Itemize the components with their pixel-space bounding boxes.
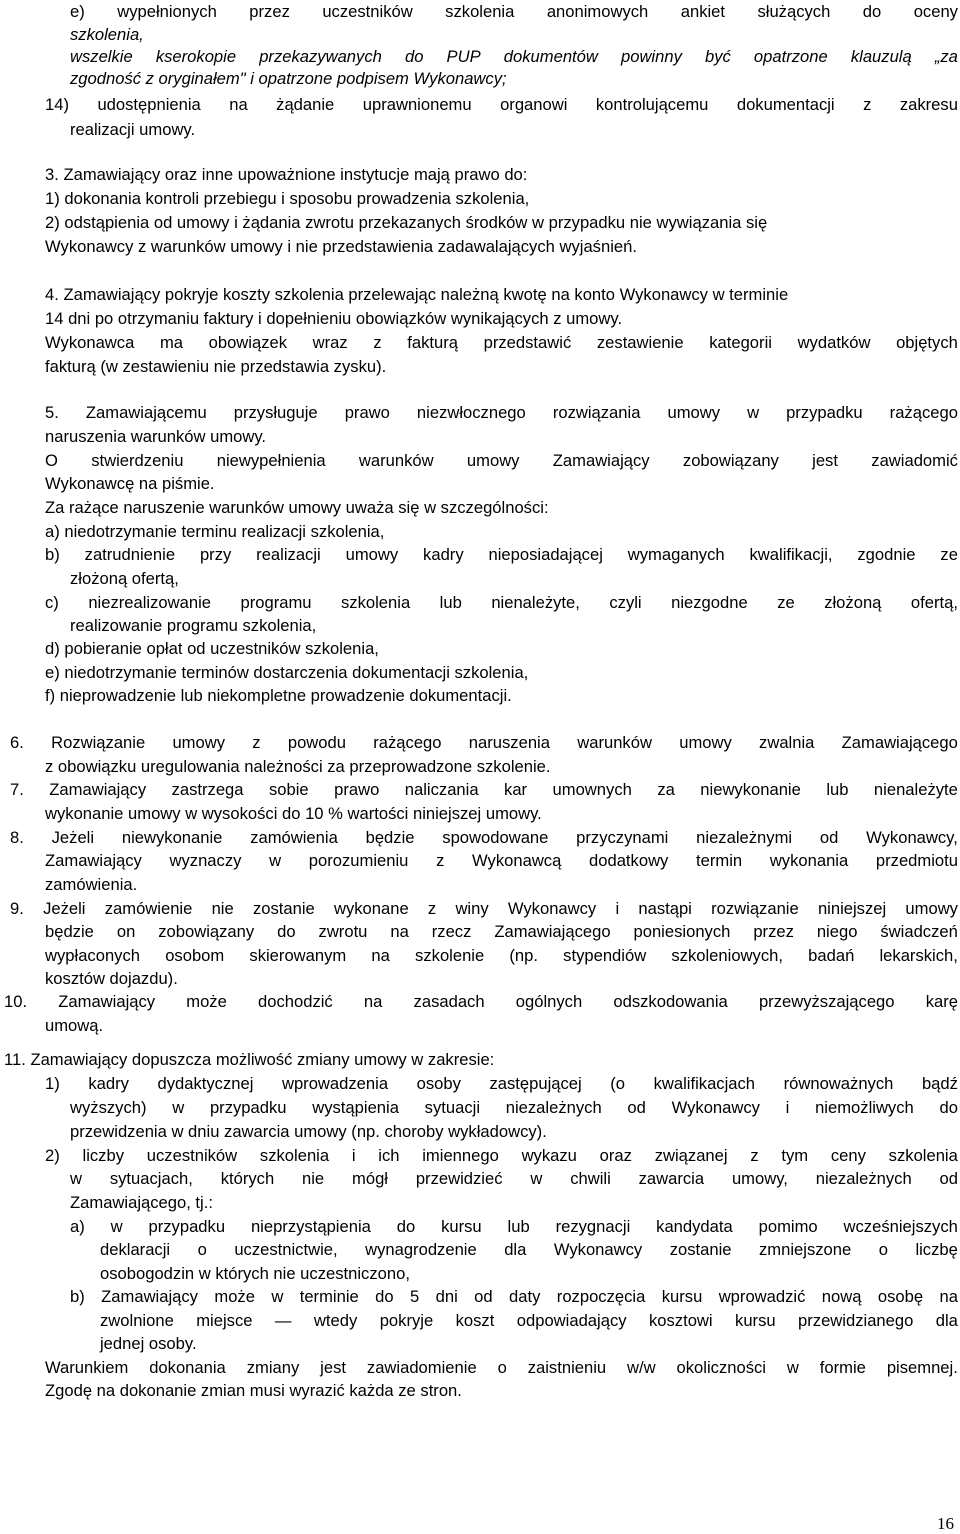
text-line-41: 11. Zamawiający dopuszcza możliwość zmiany umowy w zakresie: <box>4 1050 495 1069</box>
text-line-49: deklaracji o uczestnictwie, wynagrodzenie dla Wykonawcy zostanie zmniejszone o liczbę <box>100 1240 958 1259</box>
text-line-46: w sytuacjach, których nie mógł przewidzieć w chwili zawarcia umowy, niezależnych od <box>70 1169 958 1188</box>
text-line-25: d) pobieranie opłat od uczestników szkolenia, <box>45 639 379 658</box>
text-line-32: 8. Jeżeli niewykonanie zamówienia będzie spowodowane przyczynami niezależnymi od Wykonawcy, <box>10 828 958 847</box>
text-line-44: przewidzenia w dniu zawarcia umowy (np. choroby wykładowcy). <box>70 1122 547 1141</box>
text-line-13: Wykonawca ma obowiązek wraz z fakturą przedstawić zestawienie kategorii wydatków objętych <box>45 333 958 352</box>
text-line-11: 4. Zamawiający pokryje koszty szkolenia przelewając należną kwotę na konto Wykonawcy w terminie <box>45 285 789 304</box>
text-line-47: Zamawiającego, tj.: <box>70 1193 213 1212</box>
text-line-18: Wykonawcę na piśmie. <box>45 474 215 493</box>
text-line-27: f) nieprowadzenie lub niekompletne prowadzenie dokumentacji. <box>45 686 512 705</box>
text-line-38: kosztów dojazdu). <box>45 969 178 988</box>
text-line-21: b) zatrudnienie przy realizacji umowy kadry nieposiadającej wymaganych kwalifikacji, zgodnie ze <box>45 545 958 564</box>
text-line-36: będzie on zobowiązany do zwrotu na rzecz Zamawiającego poniesionych przez niego świadczeń <box>45 922 958 941</box>
text-line-15: 5. Zamawiającemu przysługuje prawo niezwłocznego rozwiązania umowy w przypadku rażącego <box>45 403 958 422</box>
text-line-31: wykonanie umowy w wysokości do 10 % wartości niniejszej umowy. <box>45 804 542 823</box>
text-line-34: zamówienia. <box>45 875 138 894</box>
text-line-7: 3. Zamawiający oraz inne upoważnione instytucje mają prawo do: <box>45 165 528 184</box>
text-line-53: jednej osoby. <box>100 1334 197 1353</box>
text-line-54: Warunkiem dokonania zmiany jest zawiadomienie o zaistnieniu w/w okoliczności w formie pisemnej. <box>45 1358 958 1377</box>
text-line-52: zwolnione miejsce — wtedy pokryje koszt odpowiadający kosztowi kursu przewidzianego dla <box>100 1311 958 1330</box>
text-line-40: umową. <box>45 1016 104 1035</box>
text-line-28: 6. Rozwiązanie umowy z powodu rażącego naruszenia warunków umowy zwalnia Zamawiającego <box>10 733 958 752</box>
text-line-14: fakturą (w zestawieniu nie przedstawia zysku). <box>45 357 387 376</box>
text-line-39: 10. Zamawiający może dochodzić na zasadach ogólnych odszkodowania przewyższającego karę <box>4 992 958 1011</box>
text-line-19: Za rażące naruszenie warunków umowy uważa się w szczególności: <box>45 498 549 517</box>
text-line-16: naruszenia warunków umowy. <box>45 427 267 446</box>
text-line-51: b) Zamawiający może w terminie do 5 dni od daty rozpoczęcia kursu wprowadzić nową osobę na <box>70 1287 958 1306</box>
text-line-45: 2) liczby uczestników szkolenia i ich imiennego wykazu oraz związanej z tym ceny szkolenia <box>45 1146 958 1165</box>
text-line-10: Wykonawcy z warunków umowy i nie przedstawienia zadawalających wyjaśnień. <box>45 237 637 256</box>
text-line-35: 9. Jeżeli zamówienie nie zostanie wykonane z winy Wykonawcy i nastąpi rozwiązanie niniejszej umowy <box>10 899 958 918</box>
text-line-9: 2) odstąpienia od umowy i żądania zwrotu przekazanych środków w przypadku nie wywiązania się <box>45 213 768 232</box>
text-line-48: a) w przypadku nieprzystąpienia do kursu lub rezygnacji kandydata pomimo wcześniejszych <box>70 1217 958 1236</box>
text-line-55: Zgodę na dokonanie zmian musi wyrazić każda ze stron. <box>45 1381 462 1400</box>
text-line-20: a) niedotrzymanie terminu realizacji szkolenia, <box>45 522 385 541</box>
text-line-50: osobogodzin w których nie uczestniczono, <box>100 1264 410 1283</box>
text-line-29: z obowiązku uregulowania należności za przeprowadzone szkolenie. <box>45 757 551 776</box>
text-line-22: złożoną ofertą, <box>70 569 179 588</box>
text-line-2: szkolenia, <box>70 25 144 44</box>
text-line-24: realizowanie programu szkolenia, <box>70 616 317 635</box>
text-line-37: wypłaconych osobom skierowanym na szkolenie (np. stypendiów szkoleniowych, badań lekarskich, <box>45 946 958 965</box>
text-line-8: 1) dokonania kontroli przebiegu i sposobu prowadzenia szkolenia, <box>45 189 530 208</box>
text-line-12: 14 dni po otrzymaniu faktury i dopełnieniu obowiązków wynikających z umowy. <box>45 309 623 328</box>
text-line-43: wyższych) w przypadku wystąpienia sytuacji niezależnych od Wykonawcy i niemożliwych do <box>70 1098 958 1117</box>
text-line-30: 7. Zamawiający zastrzega sobie prawo naliczania kar umownych za niewykonanie lub nienależyte <box>10 780 958 799</box>
text-line-23: c) niezrealizowanie programu szkolenia lub nienależyte, czyli niezgodne ze złożoną ofertą, <box>45 593 958 612</box>
text-line-42: 1) kadry dydaktycznej wprowadzenia osoby zastępującej (o kwalifikacjach równoważnych bądź <box>45 1074 958 1093</box>
text-line-4: zgodność z oryginałem" i opatrzone podpisem Wykonawcy; <box>70 69 507 88</box>
text-line-6: realizacji umowy. <box>70 120 196 139</box>
page-number: 16 <box>937 1514 954 1533</box>
text-line-3: wszelkie kserokopie przekazywanych do PUP dokumentów powinny być opatrzone klauzulą „za <box>70 47 958 66</box>
text-line-17: O stwierdzeniu niewypełnienia warunków umowy Zamawiający zobowiązany jest zawiadomić <box>45 451 958 470</box>
text-line-1: e) wypełnionych przez uczestników szkolenia anonimowych ankiet służących do oceny <box>70 2 958 21</box>
text-line-5: 14) udostępnienia na żądanie uprawnionemu organowi kontrolującemu dokumentacji z zakresu <box>45 95 958 114</box>
text-line-26: e) niedotrzymanie terminów dostarczenia dokumentacji szkolenia, <box>45 663 529 682</box>
text-line-33: Zamawiający wyznaczy w porozumieniu z Wykonawcą dodatkowy termin wykonania przedmiotu <box>45 851 958 870</box>
